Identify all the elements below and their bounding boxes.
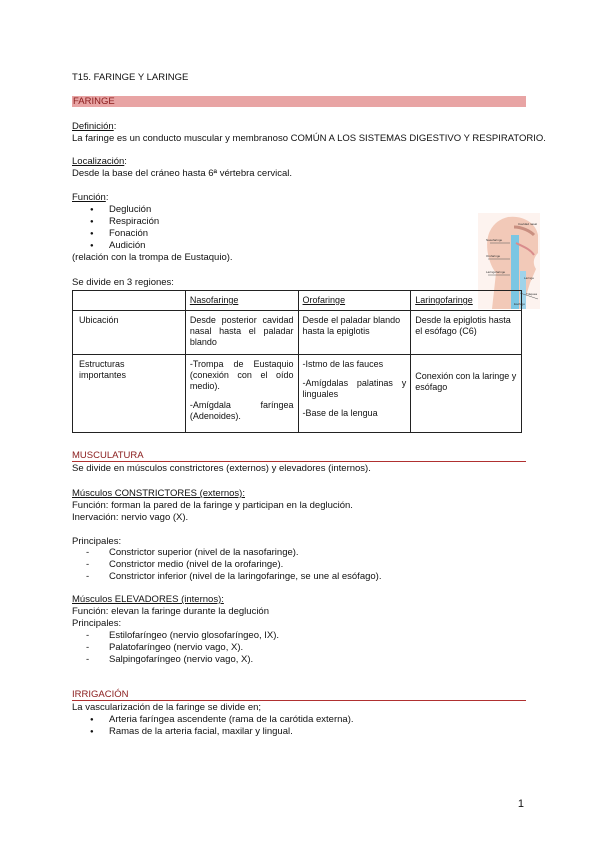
table-header-empty — [73, 291, 186, 311]
figure-label-orofaringe: Orofaringe — [486, 254, 501, 258]
table-row — [73, 355, 522, 433]
constrictores-funcion: Función: forman la pared de la faringe y participan en la deglución. — [72, 500, 353, 511]
list-item: ● Deglución — [72, 204, 159, 216]
figure-label-cavidad-nasal: Cavidad nasal — [518, 222, 538, 226]
localizacion-text: Desde la base del cráneo hasta 6ª vértebra cervical. — [72, 168, 293, 179]
constrictores-title: Músculos CONSTRICTORES (externos): — [72, 488, 245, 499]
constrictores-list — [72, 547, 381, 583]
list-item: ● Ramas de la arteria facial, maxilar y lingual. — [72, 726, 354, 738]
table-cell-label: Estructuras importantes — [73, 355, 186, 433]
table-cell-label: Ubicación — [73, 311, 186, 355]
list-item: - Palatofaríngeo (nervio vago, X). — [72, 642, 279, 654]
figure-label-laringe: Laringe — [524, 276, 535, 280]
table-header-nasofaringe: Nasofaringe — [185, 291, 298, 311]
figure-label-traquea: Tráquea — [526, 292, 538, 296]
musculatura-intro: Se divide en músculos constrictores (externos) y elevadores (internos). — [72, 463, 371, 474]
list-item: ● Fonación — [72, 228, 159, 240]
regiones-intro: Se divide en 3 regiones: — [72, 277, 174, 288]
table-cell: Desde posterior cavidad nasal hasta el paladar blando — [185, 311, 298, 355]
page-number: 1 — [517, 798, 524, 810]
table-cell: -Istmo de las fauces -Amígdalas palatinas y linguales -Base de la lengua — [298, 355, 411, 433]
figure-label-laringofaringe: Laringofaringe — [486, 270, 506, 274]
regiones-table — [72, 290, 522, 433]
funcion-list — [72, 204, 159, 252]
definicion-text: La faringe es un conducto muscular y membranoso COMÚN A LOS SISTEMAS DIGESTIVO Y RESPIRATORIO. — [72, 133, 546, 144]
musculatura-divider — [72, 461, 526, 462]
table-header-row — [73, 291, 522, 311]
constrictores-principales-label: Principales: — [72, 536, 122, 547]
musculatura-heading: MUSCULATURA — [72, 450, 144, 461]
elevadores-list — [72, 630, 279, 666]
elevadores-title: Músculos ELEVADORES (internos): — [72, 594, 224, 605]
figure-label-nasofaringe: Nasofaringe — [486, 238, 503, 242]
table-header-laringofaringe: Laringofaringe — [411, 291, 522, 311]
list-item: - Constrictor inferior (nivel de la laringofaringe, se une al esófago). — [72, 571, 381, 583]
list-item: ● Audición — [72, 240, 159, 252]
table-row — [73, 311, 522, 355]
funcion-note: (relación con la trompa de Eustaquio). — [72, 252, 233, 263]
document-title: T15. FARINGE Y LARINGE — [72, 72, 189, 83]
list-item: - Constrictor superior (nivel de la nasofaringe). — [72, 547, 381, 559]
faringe-heading-bar — [72, 96, 526, 107]
list-item: - Constrictor medio (nivel de la orofaringe). — [72, 559, 381, 571]
definicion-label: Definición: — [72, 121, 117, 132]
localizacion-label: Localización: — [72, 156, 127, 167]
list-item: - Salpingofaríngeo (nervio vago, X). — [72, 654, 279, 666]
elevadores-funcion: Función: elevan la faringe durante la deglución — [72, 606, 269, 617]
irrigacion-intro: La vascularización de la faringe se divide en; — [72, 702, 262, 713]
irrigacion-heading: IRRIGACIÓN — [72, 689, 129, 700]
table-cell: Conexión con la laringe y esófago — [411, 355, 522, 433]
list-item: ● Arteria faríngea ascendente (rama de la carótida externa). — [72, 714, 354, 726]
constrictores-inervacion: Inervación: nervio vago (X). — [72, 512, 189, 523]
list-item: ● Respiración — [72, 216, 159, 228]
faringe-heading: FARINGE — [73, 96, 115, 107]
irrigacion-divider — [72, 700, 526, 701]
irrigacion-list — [72, 714, 354, 738]
table-header-orofaringe: Orofaringe — [298, 291, 411, 311]
figure-label-esofago: Esófago — [514, 302, 526, 306]
funcion-label: Función: — [72, 192, 109, 203]
elevadores-principales-label: Principales: — [72, 618, 122, 629]
table-cell: Desde la epiglotis hasta el esófago (C6) — [411, 311, 522, 355]
list-item: - Estilofaríngeo (nervio glosofaríngeo, IX). — [72, 630, 279, 642]
table-cell: -Trompa de Eustaquio (conexión con el oído medio). -Amígdala faríngea (Adenoides). — [185, 355, 298, 433]
table-cell: Desde el paladar blando hasta la epiglotis — [298, 311, 411, 355]
